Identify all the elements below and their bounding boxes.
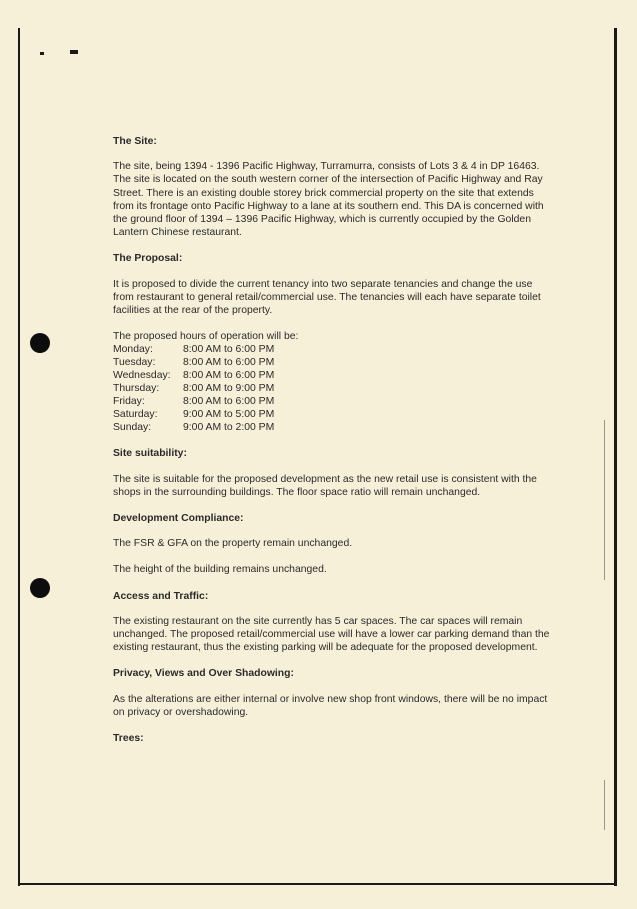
section-heading-development-compliance: Development Compliance: — [113, 513, 244, 525]
section-heading-privacy-views-overshadowing: Privacy, Views and Over Shadowing: — [113, 668, 294, 680]
punch-hole — [30, 333, 50, 353]
hours-day: Monday: — [113, 344, 153, 356]
paragraph: It is proposed to divide the current tenancy into two separate tenancies and change the use from restaurant to general retail/commercial use. The tenancies will each have separate toilet facilities at the rear of the property. — [113, 278, 541, 317]
paragraph: The FSR & GFA on the property remain unchanged. — [113, 538, 353, 550]
hours-row — [113, 369, 274, 382]
scan-mark — [40, 52, 44, 55]
hours-time: 8:00 AM to 9:00 PM — [183, 383, 275, 395]
hours-day: Friday: — [113, 396, 145, 408]
hours-row — [113, 408, 274, 421]
hours-time: 8:00 AM to 6:00 PM — [183, 396, 275, 408]
hours-time: 9:00 AM to 2:00 PM — [183, 422, 275, 434]
hours-intro: The proposed hours of operation will be: — [113, 331, 299, 343]
hours-row — [113, 421, 274, 434]
bottom-rule — [18, 883, 617, 885]
punch-hole — [30, 578, 50, 598]
paragraph: The height of the building remains unchanged. — [113, 564, 327, 576]
hours-day: Thursday: — [113, 383, 160, 395]
paragraph: The site is suitable for the proposed development as the new retail use is consistent with the shops in the surrounding buildings. The floor space ratio will remain unchanged. — [113, 473, 537, 498]
section-heading-site-suitability: Site suitability: — [113, 448, 187, 460]
left-border-line — [18, 28, 20, 886]
right-border-line — [614, 28, 617, 886]
hours-row — [113, 343, 274, 356]
paragraph: The existing restaurant on the site currently has 5 car spaces. The car spaces will remain unchanged. The proposed retail/commercial use will have a lower car parking demand than the existing restaurant, thus the existing parking will be adequate for the proposed development. — [113, 615, 550, 654]
section-heading-trees: Trees: — [113, 733, 144, 745]
hours-row — [113, 356, 274, 369]
hours-table — [113, 343, 274, 434]
hours-row — [113, 382, 274, 395]
margin-mark — [604, 420, 605, 580]
section-heading-the-site: The Site: — [113, 136, 157, 147]
section-heading-the-proposal: The Proposal: — [113, 253, 183, 265]
document-body — [113, 135, 553, 757]
hours-day: Saturday: — [113, 409, 158, 421]
scan-mark — [70, 50, 78, 54]
hours-time: 8:00 AM to 6:00 PM — [183, 357, 275, 369]
hours-row — [113, 395, 274, 408]
paragraph: The site, being 1394 - 1396 Pacific Highway, Turramurra, consists of Lots 3 & 4 in DP 16463. The site is located on the south western corner of the intersection of Pacific Highway and Ray Street. There is an existing double storey brick commercial property on the site that extends from its frontage onto Pacific Highway to a lane at its southern end. This DA is concerned with the ground floor of 1394 – 1396 Pacific Highway, which is currently occupied by the Golden Lantern Chinese restaurant. — [113, 161, 544, 239]
margin-mark — [604, 780, 605, 830]
section-heading-access-and-traffic: Access and Traffic: — [113, 590, 209, 602]
hours-day: Sunday: — [113, 422, 152, 434]
hours-time: 9:00 AM to 5:00 PM — [183, 409, 275, 421]
hours-time: 8:00 AM to 6:00 PM — [183, 344, 275, 356]
hours-day: Wednesday: — [113, 370, 171, 382]
paragraph: As the alterations are either internal or involve new shop front windows, there will be no impact on privacy or overshadowing. — [113, 693, 548, 718]
hours-time: 8:00 AM to 6:00 PM — [183, 370, 275, 382]
hours-day: Tuesday: — [113, 357, 156, 369]
